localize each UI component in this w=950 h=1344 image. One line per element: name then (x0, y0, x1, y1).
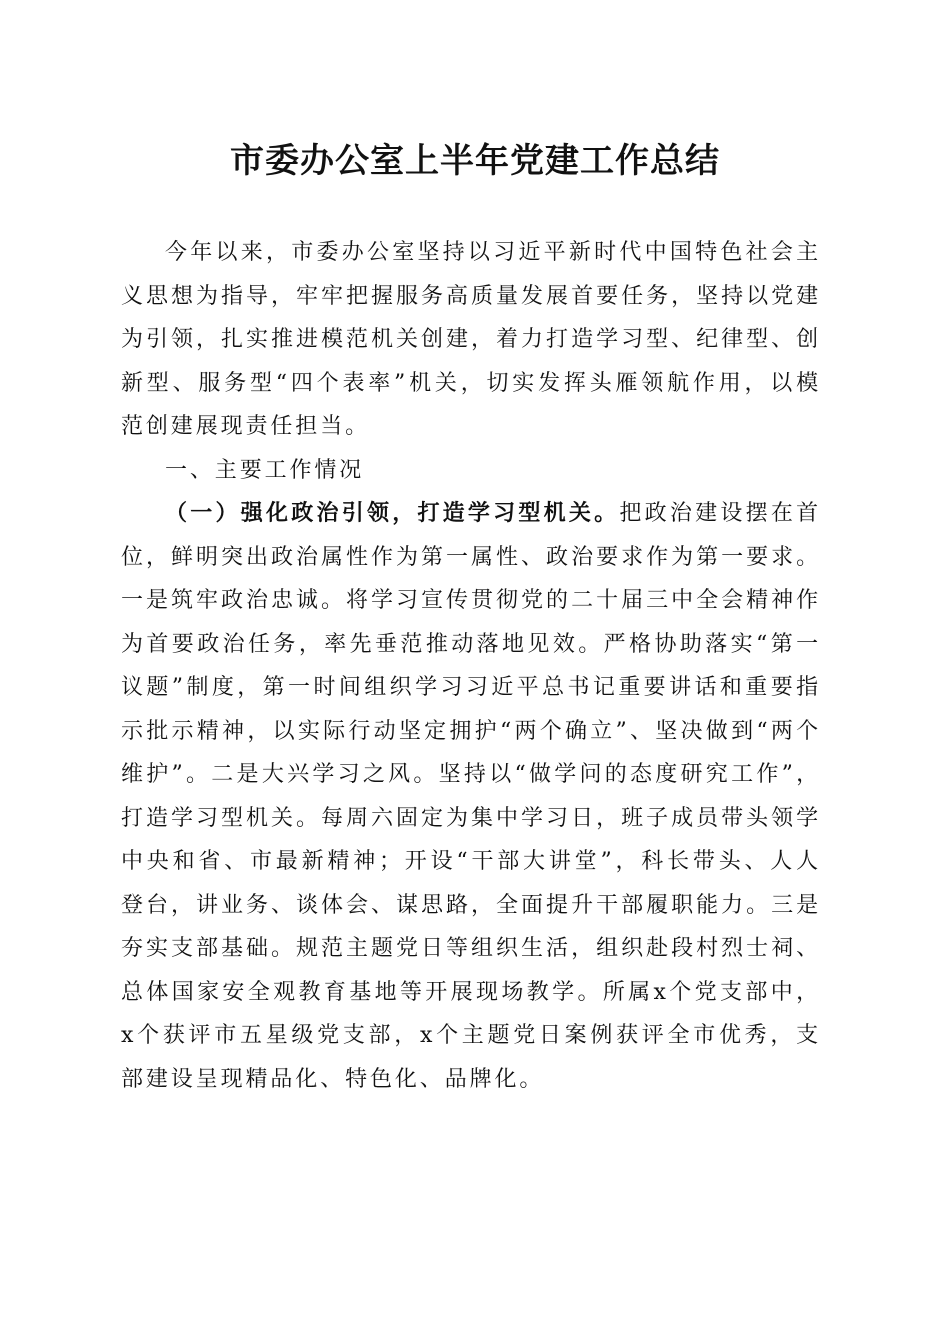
section-heading: 一、主要工作情况 (165, 457, 365, 483)
intro-paragraph: 今年以来，市委办公室坚持以习近平新时代中国特色社会主义思想为指导，牢牢把握服务高质量发展首要任务，坚持以党建为引领，扎实推进模范机关创建，着力打造学习型、纪律型、创新型、服务型“四个表率”机关，切实发挥头雁领航作用，以模范创建展现责任担当。 (121, 240, 821, 439)
subsection-paragraph (121, 492, 821, 1101)
subsection-text: 把政治建设摆在首位，鲜明突出政治属性作为第一属性、政治要求作为第一要求。一是筑牢政治忠诚。将学习宣传贯彻党的二十届三中全会精神作为首要政治任务，率先垂范推动落地见效。严格协助落实“第一议题”制度，第一时间组织学习习近平总书记重要讲话和重要指示批示精神，以实际行动坚定拥护“两个确立”、坚决做到“两个维护”。二是大兴学习之风。坚持以“做学问的态度研究工作”，打造学习型机关。每周六固定为集中学习日，班子成员带头领学中央和省、市最新精神；开设“干部大讲堂”，科长带头、人人登台，讲业务、谈体会、谋思路，全面提升干部履职能力。三是夯实支部基础。规范主题党日等组织生活，组织赴段村烈士祠、总体国家安全观教育基地等开展现场教学。所属x个党支部中，x个获评市五星级党支部，x个主题党日案例获评全市优秀，支部建设呈现精品化、特色化、品牌化。 (121, 501, 821, 1092)
subsection-lead: （一）强化政治引领，打造学习型机关。 (165, 500, 620, 526)
document-body (121, 231, 821, 1101)
document-title: 市委办公室上半年党建工作总结 (230, 141, 720, 181)
